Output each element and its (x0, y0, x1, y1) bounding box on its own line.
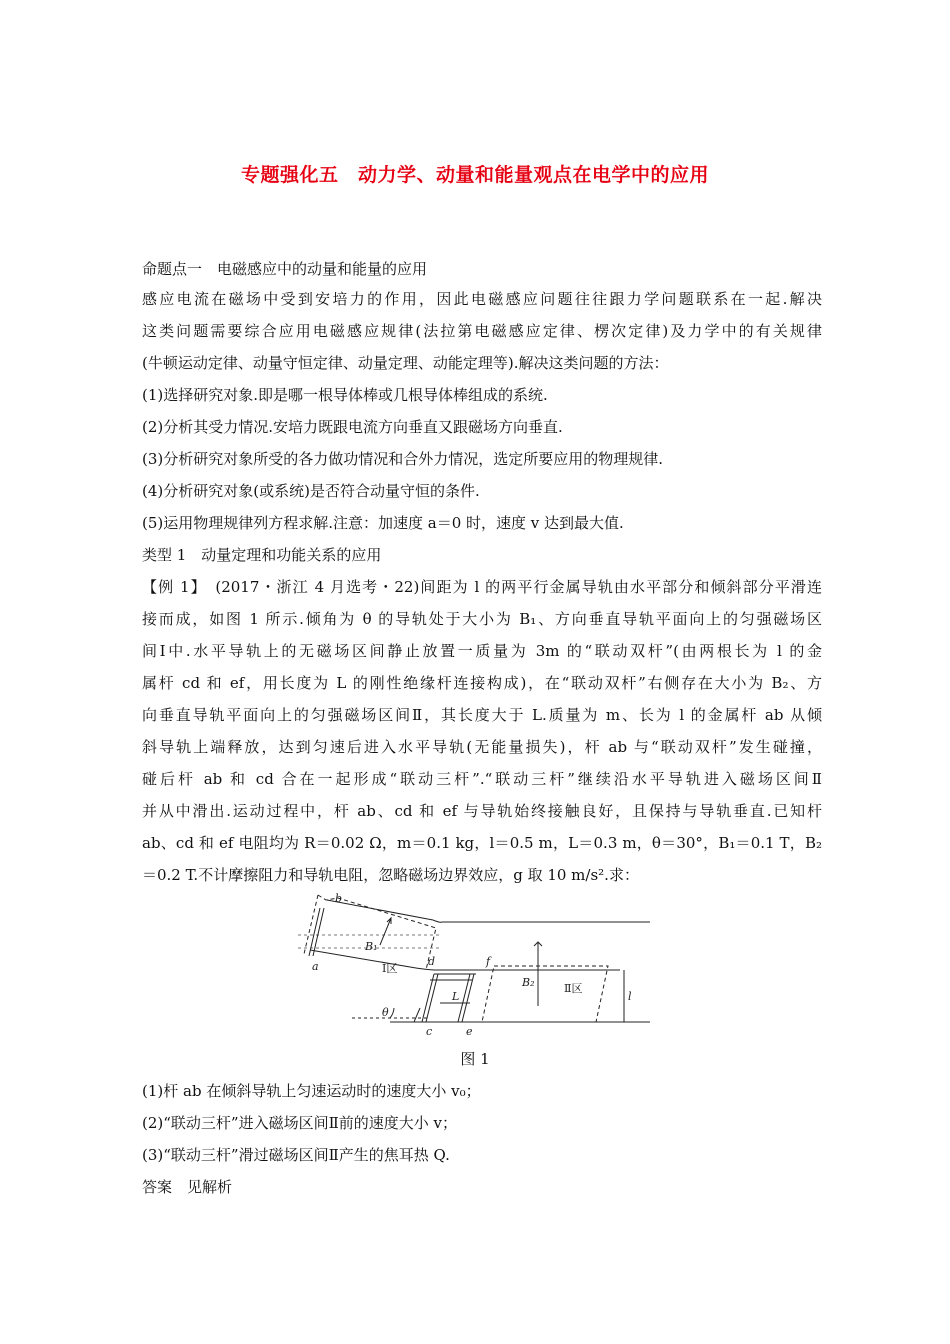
question-item: (1)杆 ab 在倾斜导轨上匀速运动时的速度大小 v₀； (142, 1082, 481, 1100)
label-c: c (426, 1025, 433, 1038)
label-L: L (452, 990, 460, 1003)
question-item: (2)“联动三杆”进入磁场区间Ⅱ前的速度大小 v； (142, 1114, 458, 1132)
section-heading: 命题点一 电磁感应中的动量和能量的应用 (142, 260, 428, 278)
example-line: ＝0.2 T.不计摩擦阻力和导轨电阻，忽略磁场边界效应，g 取 10 m/s².求： (142, 866, 639, 884)
label-f: f (486, 955, 491, 968)
answer-line: 答案 见解析 (142, 1178, 233, 1196)
intro-line: (牛顿运动定律、动量守恒定律、动量定理、动能定理等).解决这类问题的方法： (142, 354, 669, 372)
curve-lower (416, 968, 436, 970)
incline-rail-upper (327, 900, 433, 920)
incline-lower-edge (414, 1008, 420, 1022)
theta-arc (390, 1008, 394, 1018)
question-item: (3)“联动三杆”滑过磁场区间Ⅱ产生的焦耳热 Q. (142, 1146, 450, 1164)
curve-upper (433, 920, 442, 922)
label-a: a (312, 960, 319, 973)
figure-caption: 图 1 (460, 1050, 490, 1068)
label-b1: B₁ (365, 940, 378, 953)
example-line: 并从中滑出.运动过程中，杆 ab、cd 和 ef 与导轨始终接触良好，且保持与导轨垂直.已知杆 (142, 802, 822, 820)
step-item: (3)分析研究对象所受的各力做功情况和合外力情况，选定所要应用的物理规律. (142, 450, 664, 468)
intro-line: 感应电流在磁场中受到安培力的作用，因此电磁感应问题往往跟力学问题联系在一起.解决 (142, 290, 822, 308)
incline-rail-lower (310, 950, 416, 968)
label-d: d (428, 955, 436, 968)
arrow-b1 (380, 918, 391, 945)
label-zone1: Ⅰ区 (382, 962, 398, 975)
label-zone2: Ⅱ区 (564, 982, 583, 995)
example-line: ab、cd 和 ef 电阻均为 R＝0.02 Ω，m＝0.1 kg，l＝0.5 m，L＝0.3 m，θ＝30°，B₁＝0.1 T，B₂ (142, 834, 822, 852)
step-item: (2)分析其受力情况.安培力既跟电流方向垂直又跟磁场方向垂直. (142, 418, 563, 436)
field-region-2 (482, 966, 608, 1022)
label-b2: B₂ (522, 976, 535, 989)
intro-line: 这类问题需要综合应用电磁感应规律(法拉第电磁感应定律、楞次定律)及力学中的有关规律 (142, 322, 822, 340)
type-heading: 类型 1 动量定理和功能关系的应用 (142, 546, 382, 564)
label-b: b (335, 892, 343, 905)
example-line: 间Ⅰ中.水平导轨上的无磁场区间静止放置一质量为 3m 的“联动双杆”(由两根长为 l 的金 (142, 642, 822, 660)
example-line: 碰后杆 ab 和 cd 合在一起形成“联动三杆”.“联动三杆”继续沿水平导轨进入磁场区间Ⅱ (142, 770, 822, 788)
example-line: 向垂直导轨平面向上的匀强磁场区间Ⅱ，其长度大于 L.质量为 m、长为 l 的金属杆 ab 从倾 (142, 706, 822, 724)
label-l: l (628, 990, 632, 1003)
step-item: (4)分析研究对象(或系统)是否符合动量守恒的条件. (142, 482, 480, 500)
example-line: 属杆 cd 和 ef，用长度为 L 的刚性绝缘杆连接构成)，在“联动双杆”右侧存在大小为 B₂、方 (142, 674, 822, 692)
step-item: (1)选择研究对象.即是哪一根导体棒或几根导体棒组成的系统. (142, 386, 548, 404)
field-region-1 (318, 895, 436, 970)
page-title: 专题强化五 动力学、动量和能量观点在电学中的应用 (240, 164, 709, 186)
label-theta: θ (382, 1006, 389, 1019)
step-item: (5)运用物理规律列方程求解.注意：加速度 a＝0 时，速度 v 达到最大值. (142, 514, 624, 532)
example-line: 斜导轨上端释放，达到匀速后进入水平导轨(无能量损失)，杆 ab 与“联动双杆”发生碰撞， (142, 738, 822, 756)
example-line: 【例 1】 (2017・浙江 4 月选考・22)间距为 l 的两平行金属导轨由水平部分和倾斜部分平滑连 (142, 578, 822, 596)
example-line: 接而成，如图 1 所示.倾角为 θ 的导轨处于大小为 B₁、方向垂直导轨平面向上的匀强磁场区 (142, 610, 822, 628)
rail-diagram (290, 890, 662, 1040)
label-e: e (466, 1025, 473, 1038)
